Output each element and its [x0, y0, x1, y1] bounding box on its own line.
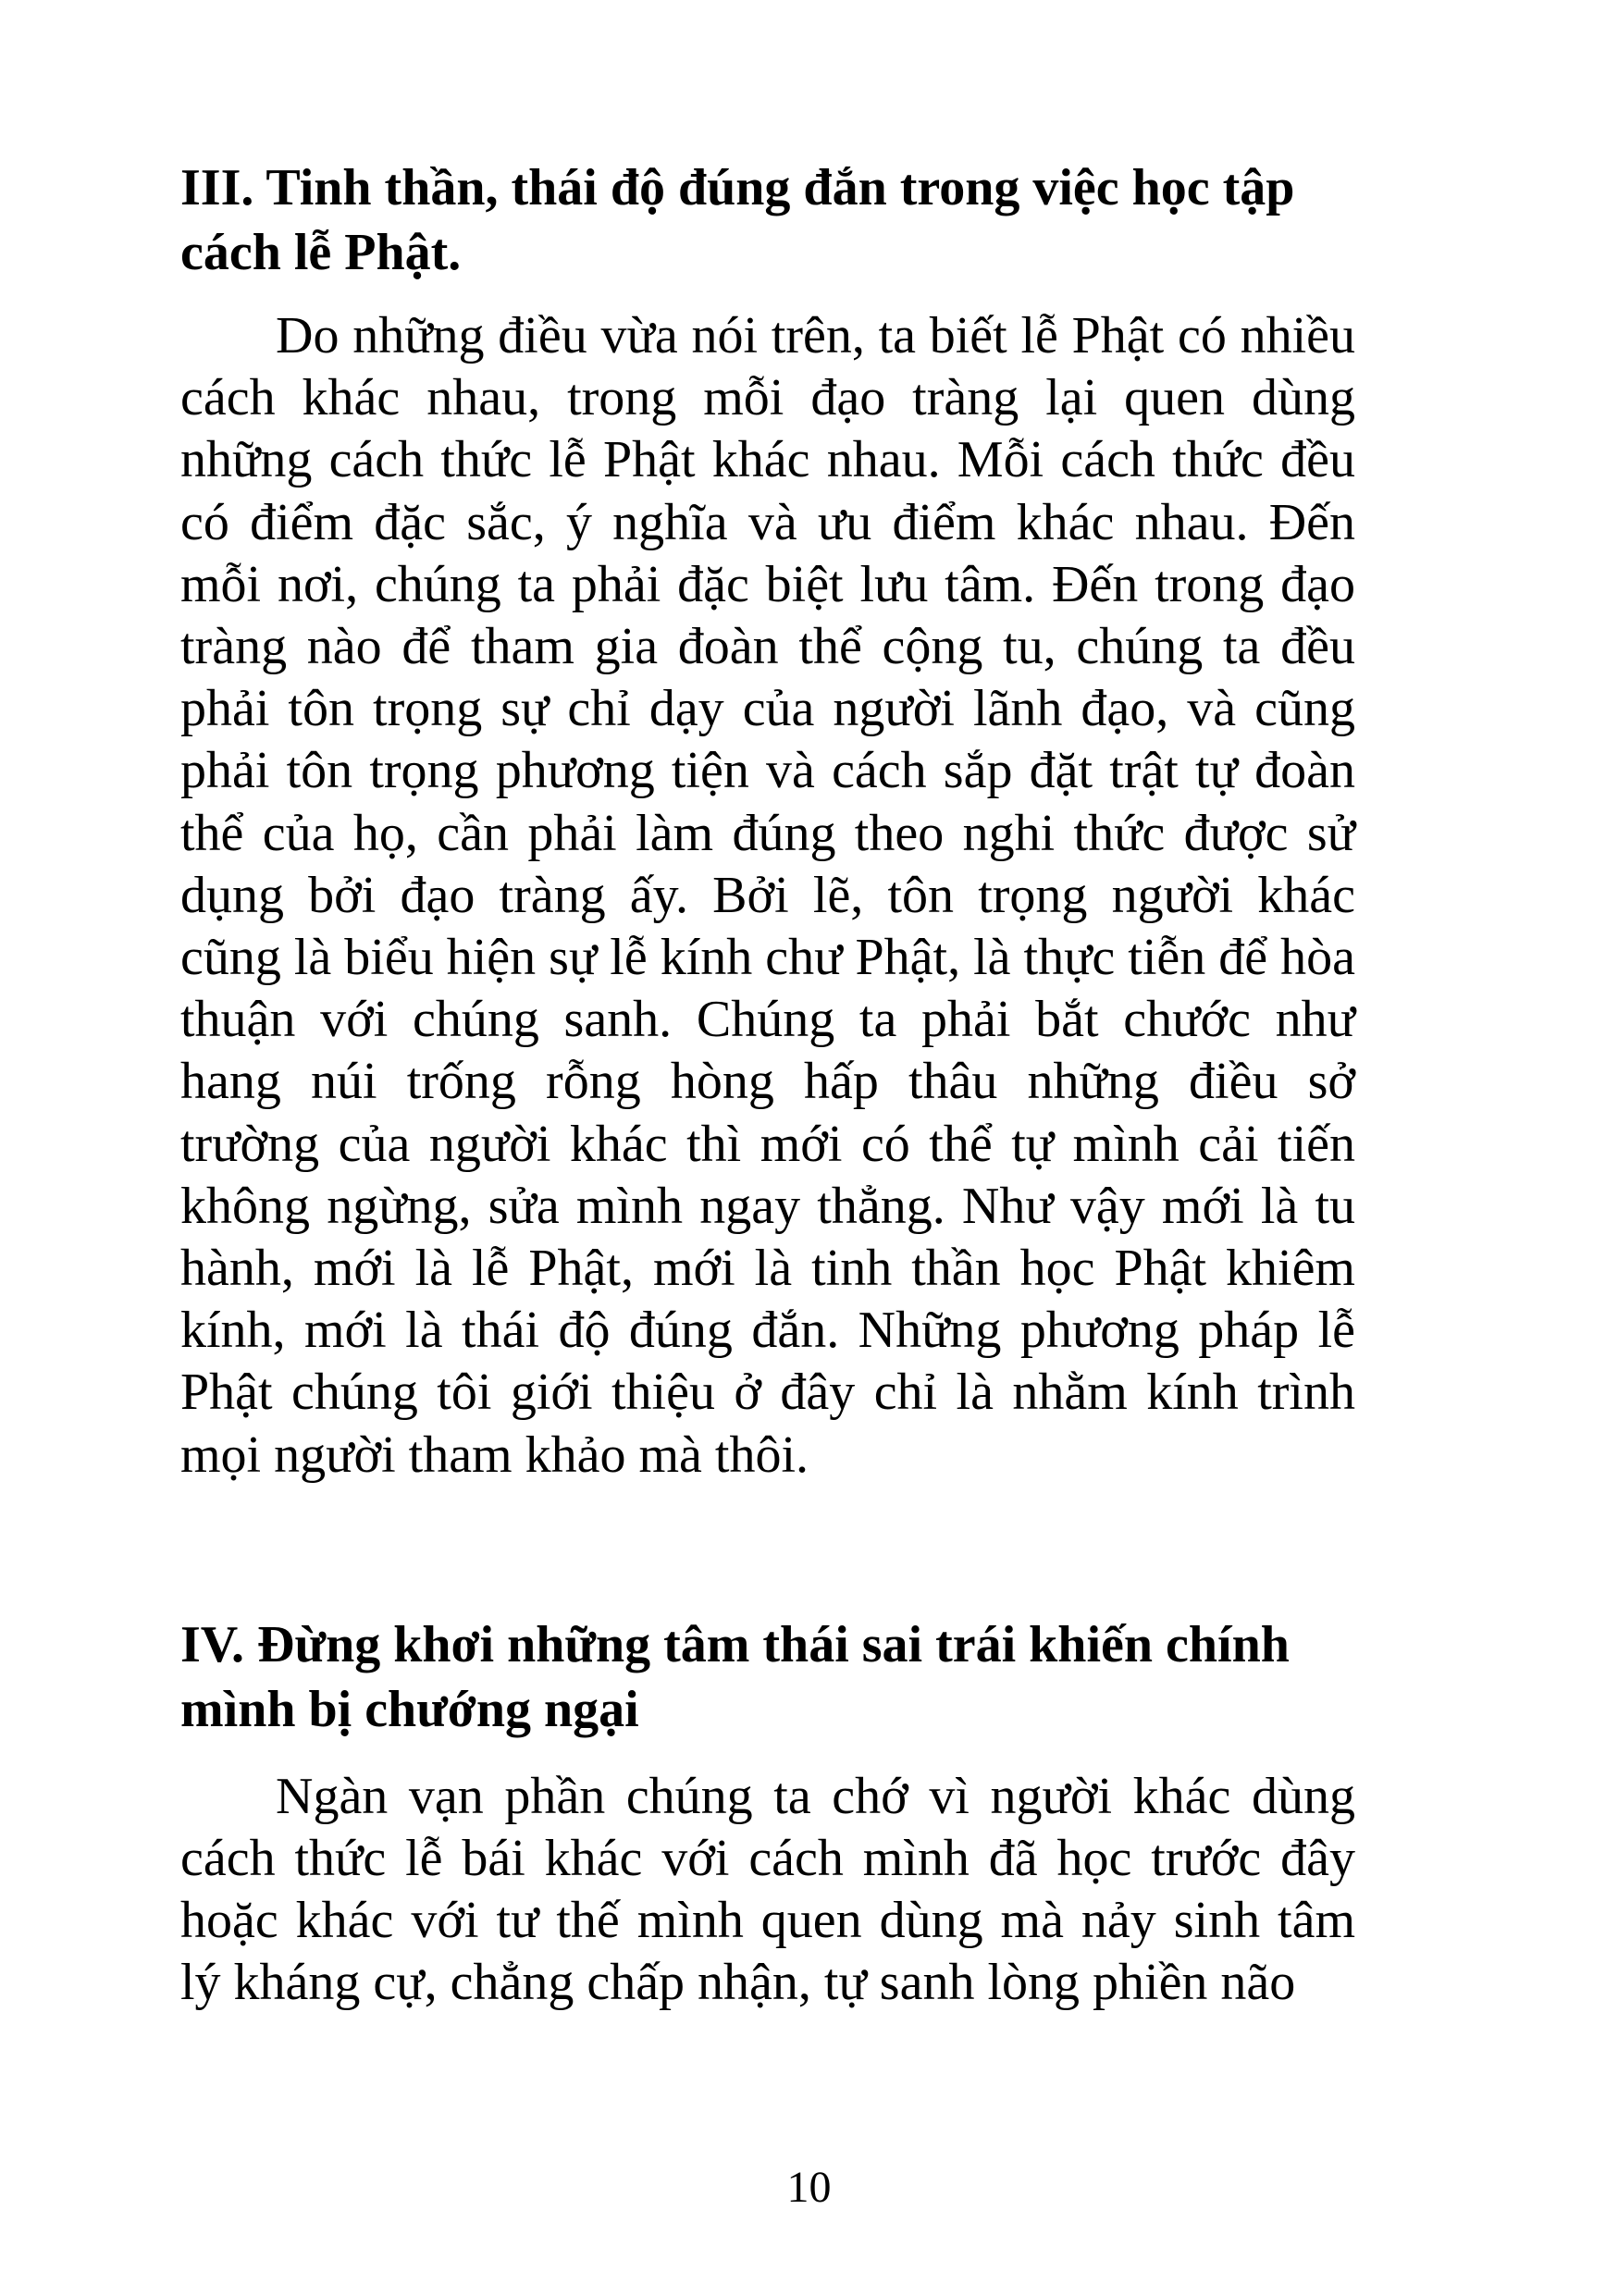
- page-content: [180, 155, 1355, 2015]
- section-paragraph-iii: Do những điều vừa nói trên, ta biết lễ Phật có nhiều cách khác nhau, trong mỗi đạo tràng lại quen dùng những cách thức lễ Phật khác nhau. Mỗi cách thức đều có điểm đặc sắc, ý nghĩa và ưu điểm khác nhau. Đến mỗi nơi, chúng ta phải đặc biệt lưu tâm. Đến trong đạo tràng nào để tham gia đoàn thể cộng tu, chúng ta đều phải tôn trọng sự chỉ dạy của người lãnh đạo, và cũng phải tôn trọng phương tiện và cách sắp đặt trật tự đoàn thể của họ, cần phải làm đúng theo nghi thức được sử dụng bởi đạo tràng ấy. Bởi lẽ, tôn trọng người khác cũng là biểu hiện sự lễ kính chư Phật, là thực tiễn để hòa thuận với chúng sanh. Chúng ta phải bắt chước như hang núi trống rỗng hòng hấp thâu những điều sở trường của người khác thì mới có thể tự mình cải tiến không ngừng, sửa mình ngay thẳng. Như vậy mới là tu hành, mới là lễ Phật, mới là tinh thần học Phật khiêm kính, mới là thái độ đúng đắn. Những phương pháp lễ Phật chúng tôi giới thiệu ở đây chỉ là nhằm kính trình mọi người tham khảo mà thôi.: [180, 307, 1355, 1484]
- page-number: 10: [786, 2163, 832, 2212]
- section-heading-iii: III. Tinh thần, thái độ đúng đắn trong việc học tập cách lễ Phật.: [180, 159, 1295, 281]
- section-heading-iv: IV. Đừng khơi những tâm thái sai trái khiến chính mình bị chướng ngại: [180, 1615, 1290, 1738]
- section-paragraph-iv: Ngàn vạn phần chúng ta chớ vì người khác dùng cách thức lễ bái khác với cách mình đã học trước đây hoặc khác với tư thế mình quen dùng mà nảy sinh tâm lý kháng cự, chẳng chấp nhận, tự sanh lòng phiền não: [180, 1767, 1355, 2012]
